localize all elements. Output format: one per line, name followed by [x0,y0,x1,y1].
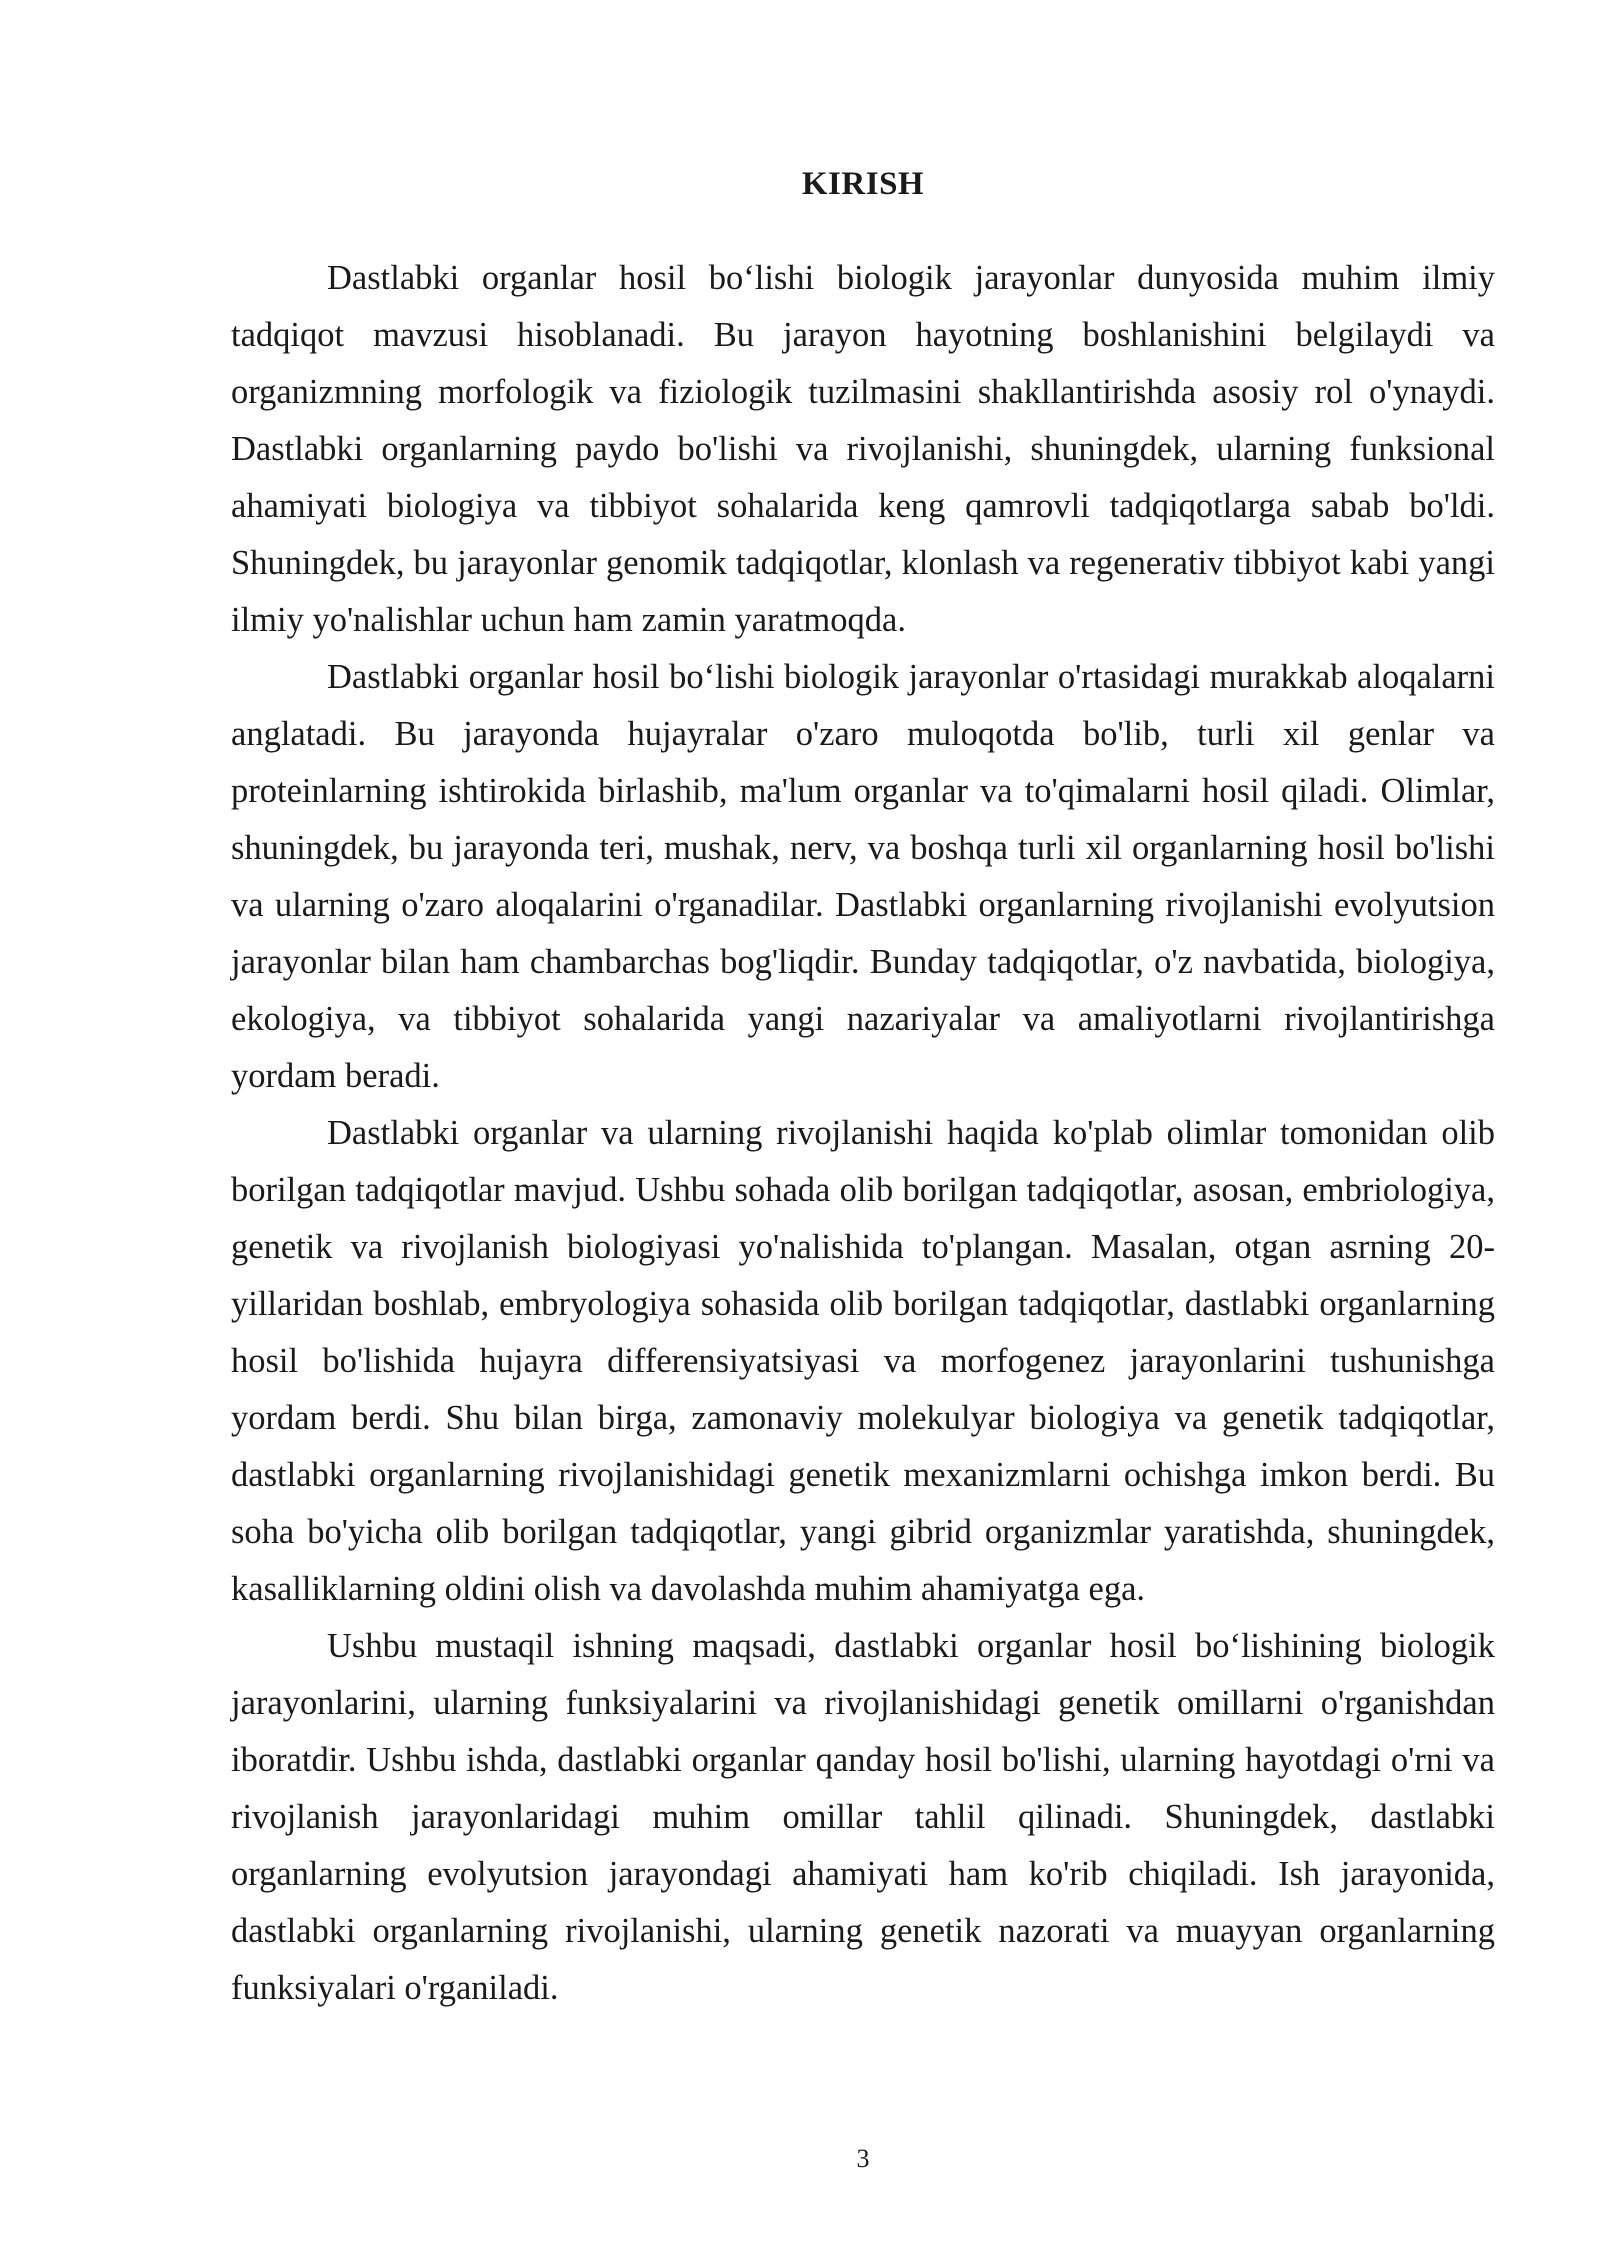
page-number: 3 [856,2144,870,2173]
paragraph-2: Dastlabki organlar hosil bo‘lishi biologik jarayonlar o'rtasidagi murakkab aloqalarni anglatadi. Bu jarayonda hujayralar o'zaro muloqotda bo'lib, turli xil genlar va proteinlarning ishtirokida birlashib, ma'lum organlar va to'qimalarni hosil qiladi. Olimlar, shuningdek, bu jarayonda teri, mushak, nerv, va boshqa turli xil organlarning hosil bo'lishi va ularning o'zaro aloqalarini o'rganadilar. Dastlabki organlarning rivojlanishi evolyutsion jarayonlar bilan ham chambarchas bog'liqdir. Bunday tadqiqotlar, o'z navbatida, biologiya, ekologiya, va tibbiyot sohalarida yangi nazariyalar va amaliyotlarni rivojlantirishga yordam beradi. [231,658,1495,1095]
paragraph-4: Ushbu mustaqil ishning maqsadi, dastlabki organlar hosil bo‘lishining biologik jarayonlarini, ularning funksiyalarini va rivojlanishidagi genetik omillarni o'rganishdan iboratdir. Ushbu ishda, dastlabki organlar qanday hosil bo'lishi, ularning hayotdagi o'rni va rivojlanish jarayonlaridagi muhim omillar tahlil qilinadi. Shuningdek, dastlabki organlarning evolyutsion jarayondagi ahamiyati ham ko'rib chiqiladi. Ish jarayonida, dastlabki organlarning rivojlanishi, ularning genetik nazorati va muayyan organlarning funksiyalari o'rganiladi. [231,1627,1495,2007]
page-title: KIRISH [801,166,925,202]
paragraph-3: Dastlabki organlar va ularning rivojlanishi haqida ko'plab olimlar tomonidan olib borilgan tadqiqotlar mavjud. Ushbu sohada olib borilgan tadqiqotlar, asosan, embriologiya, genetik va rivojlanish biologiyasi yo'nalishida to'plangan. Masalan, otgan asrning 20-yillaridan boshlab, embryologiya sohasida olib borilgan tadqiqotlar, dastlabki organlarning hosil bo'lishida hujayra differensiyatsiyasi va morfogenez jarayonlarini tushunishga yordam berdi. Shu bilan birga, zamonaviy molekulyar biologiya va genetik tadqiqotlar, dastlabki organlarning rivojlanishidagi genetik mexanizmlarni ochishga imkon berdi. Bu soha bo'yicha olib borilgan tadqiqotlar, yangi gibrid organizmlar yaratishda, shuningdek, kasalliklarning oldini olish va davolashda muhim ahamiyatga ega. [231,1114,1495,1608]
paragraph-1: Dastlabki organlar hosil bo‘lishi biologik jarayonlar dunyosida muhim ilmiy tadqiqot mavzusi hisoblanadi. Bu jarayon hayotning boshlanishini belgilaydi va organizmning morfologik va fiziologik tuzilmasini shakllantirishda asosiy rol o'ynaydi. Dastlabki organlarning paydo bo'lishi va rivojlanishi, shuningdek, ularning funksional ahamiyati biologiya va tibbiyot sohalarida keng qamrovli tadqiqotlarga sabab bo'ldi. Shuningdek, bu jarayonlar genomik tadqiqotlar, klonlash va regenerativ tibbiyot kabi yangi ilmiy yo'nalishlar uchun ham zamin yaratmoqda. [231,259,1495,639]
body-text [231,250,1495,2017]
